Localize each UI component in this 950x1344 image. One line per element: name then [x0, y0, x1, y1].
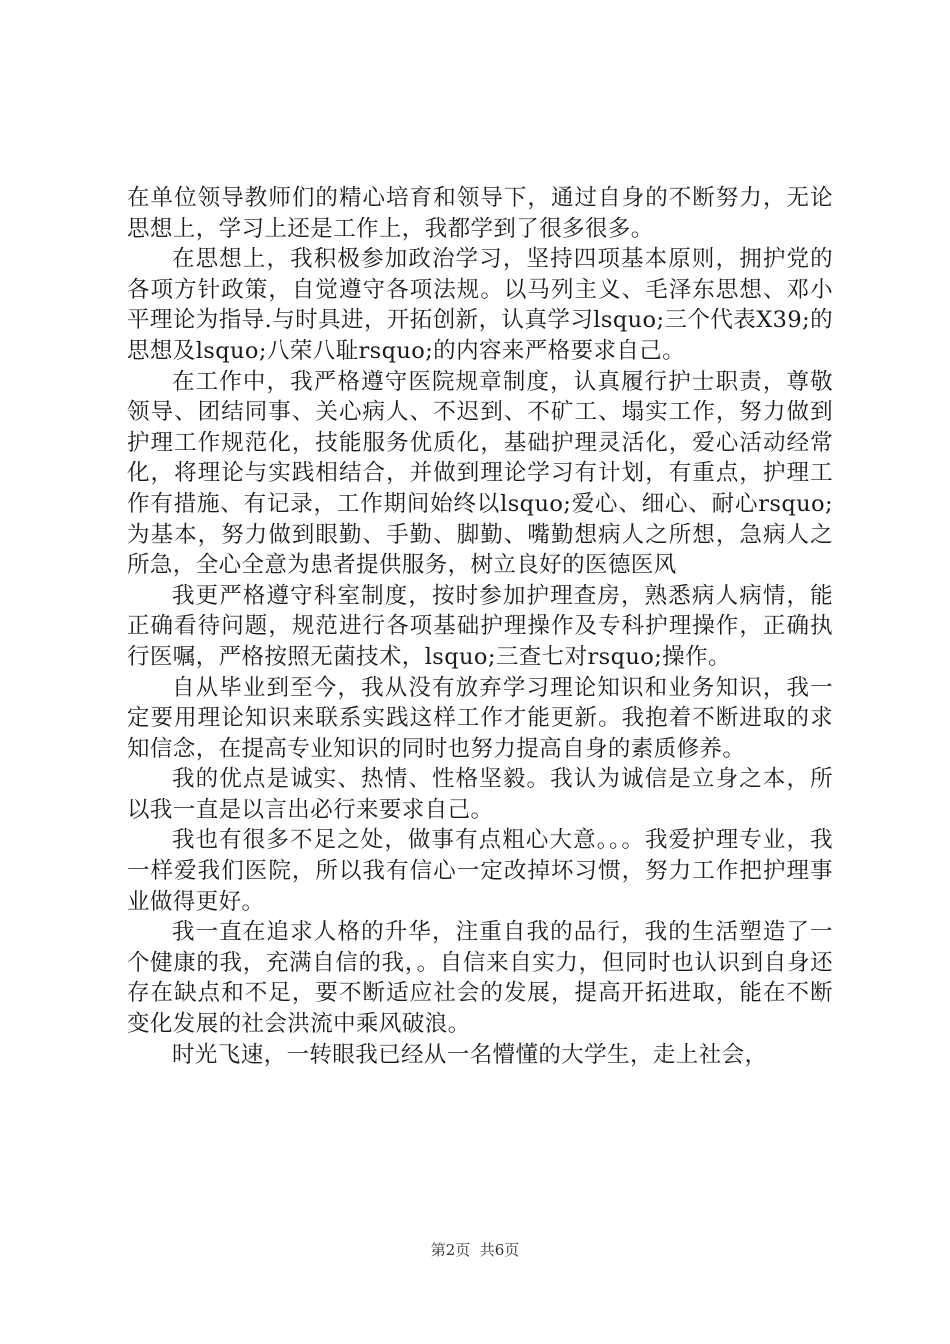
- paragraph: 我也有很多不足之处，做事有点粗心大意。。。我爱护理专业，我一样爱我们医院，所以我有信心一定改掉坏习惯，努力工作把护理事业做得更好。: [127, 827, 833, 915]
- document-body: [127, 183, 833, 1070]
- paragraph: 在思想上，我积极参加政治学习，坚持四项基本原则，拥护党的各项方针政策，自觉遵守各项法规。以马列主义、毛泽东思想、邓小平理论为指导.与时具进，开拓创新，认真学习lsquo;三个代表X39;的思想及lsquo;八荣八耻rsquo;的内容来严格要求自己。: [127, 246, 833, 364]
- paragraph: 我更严格遵守科室制度，按时参加护理查房，熟悉病人病情，能正确看待问题，规范进行各项基础护理操作及专科护理操作，正确执行医嘱，严格按照无菌技术，lsquo;三查七对rsquo;操作。: [127, 582, 833, 670]
- paragraph: 时光飞速，一转眼我已经从一名懵懂的大学生，走上社会，: [172, 1041, 768, 1068]
- paragraph: 在工作中，我严格遵守医院规章制度，认真履行护士职责，尊敬领导、团结同事、关心病人、不迟到、不矿工、塌实工作，努力做到护理工作规范化，技能服务优质化，基础护理灵活化，爱心活动经常化，将理论与实践相结合，并做到理论学习有计划，有重点，护理工作有措施、有记录，工作期间始终以lsquo;爱心、细心、耐心rsquo;为基本，努力做到眼勤、手勤、脚勤、嘴勤想病人之所想，急病人之所急，全心全意为患者提供服务，树立良好的医德医风: [127, 368, 833, 579]
- page-number-footer: 第2页 共6页: [430, 1241, 520, 1259]
- paragraph: 自从毕业到至今，我从没有放弃学习理论知识和业务知识，我一定要用理论知识来联系实践这样工作才能更新。我抱着不断进取的求知信念，在提高专业知识的同时也努力提高自身的素质修养。: [127, 674, 833, 762]
- paragraph: 我的优点是诚实、热情、性格坚毅。我认为诚信是立身之本，所以我一直是以言出必行来要求自己。: [127, 766, 833, 823]
- paragraph: 在单位领导教师们的精心培育和领导下，通过自身的不断努力，无论思想上，学习上还是工作上，我都学到了很多很多。: [127, 185, 833, 242]
- paragraph: 我一直在追求人格的升华，注重自我的品行，我的生活塑造了一个健康的我，充满自信的我，。自信来自实力，但同时也认识到自身还存在缺点和不足，要不断适应社会的发展，提高开拓进取，能在不断变化发展的社会洪流中乘风破浪。: [127, 919, 833, 1038]
